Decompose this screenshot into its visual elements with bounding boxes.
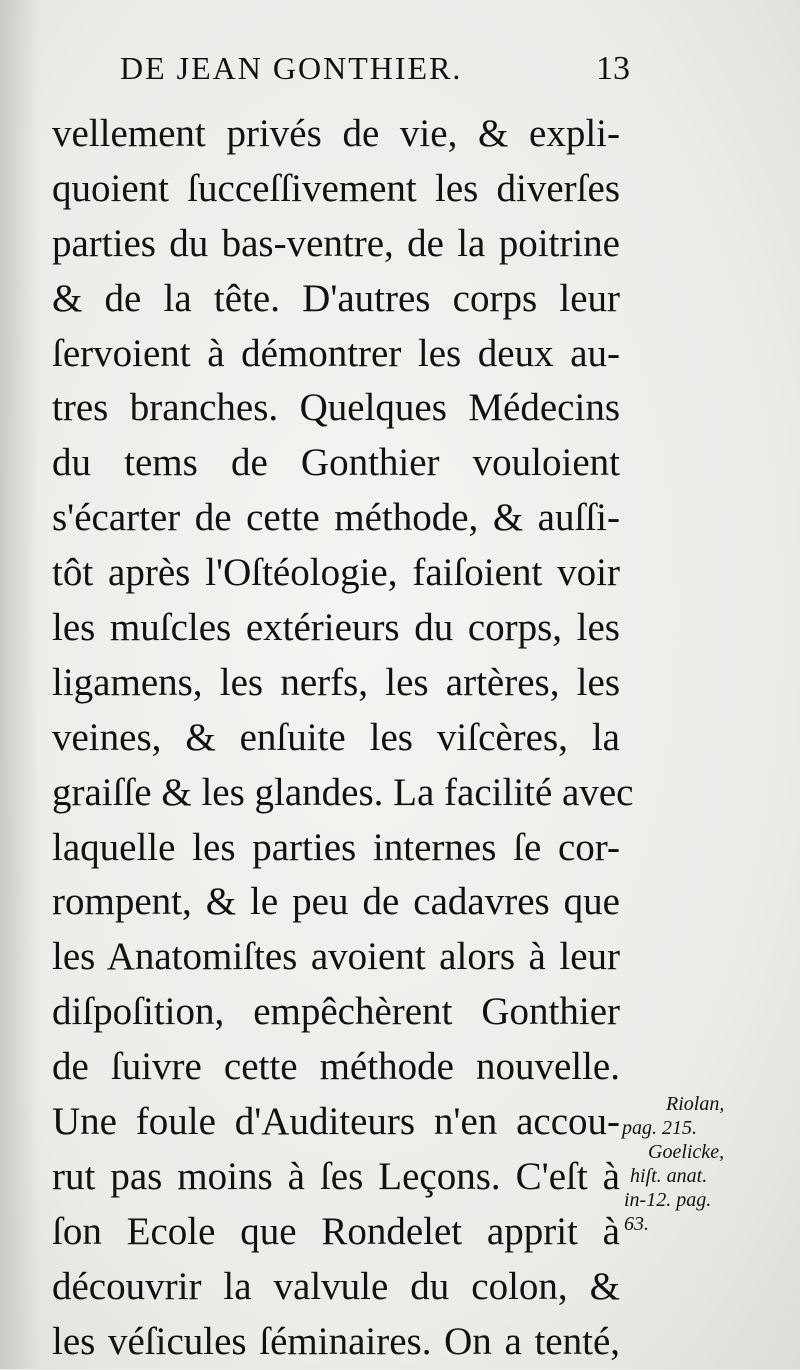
body-text	[52, 107, 634, 1369]
text-line: & de la tête. D'autres corps leur	[52, 276, 620, 320]
text-line: veines, & enſuite les viſcères, la	[52, 715, 620, 759]
text-line: tres branches. Quelques Médecins	[52, 386, 620, 430]
text-line: laquelle les parties internes ſe cor-	[52, 825, 620, 869]
text-line: du tems de Gonthier vouloient	[52, 441, 620, 485]
running-head: DE JEAN GONTHIER.	[120, 50, 463, 86]
text-line: ſon Ecole que Rondelet apprit à	[52, 1209, 620, 1253]
text-line: quoient ſucceſſivement les diverſes	[52, 166, 620, 210]
text-line: les muſcles extérieurs du corps, les	[52, 606, 620, 650]
text-line: parties du bas-ventre, de la poitrine	[52, 221, 620, 265]
text-line: ſervoient à démontrer les deux au-	[52, 331, 620, 375]
text-line: s'écarter de cette méthode, & auſſi-	[52, 496, 620, 540]
text-line: Une foule d'Auditeurs n'en accou-	[52, 1100, 620, 1144]
text-line: les véſicules ſéminaires. On a tenté,	[52, 1319, 620, 1363]
page-header	[120, 50, 640, 100]
margin-note-line: Goelicke,	[648, 1141, 725, 1163]
text-line: rompent, & le peu de cadavres que	[52, 880, 620, 924]
text-line: ligamens, les nerfs, les artères, les	[52, 660, 620, 704]
text-line: graiſſe & les glandes. La facilité avec	[52, 770, 634, 814]
margin-notes	[622, 1092, 792, 1236]
margin-note-line: hiſt. anat.	[630, 1165, 708, 1187]
gutter-shadow	[0, 0, 40, 1369]
margin-note-line: 63.	[624, 1213, 649, 1235]
margin-note-line: pag. 215.	[622, 1117, 697, 1139]
page-number: 13	[596, 50, 630, 87]
text-line: vellement privés de vie, & expli-	[52, 112, 620, 155]
text-line: les Anatomiſtes avoient alors à leur	[52, 935, 620, 979]
text-line: tôt après l'Oſtéologie, faiſoient voir	[52, 551, 620, 595]
margin-note-line: Riolan,	[666, 1093, 725, 1115]
text-line: diſpoſition, empêchèrent Gonthier	[52, 990, 620, 1034]
text-line: de ſuivre cette méthode nouvelle.	[52, 1045, 620, 1089]
text-line: rut pas moins à ſes Leçons. C'eſt à	[52, 1154, 620, 1198]
text-line: découvrir la valvule du colon, &	[52, 1264, 620, 1308]
margin-note-line: in-12. pag.	[624, 1189, 712, 1211]
